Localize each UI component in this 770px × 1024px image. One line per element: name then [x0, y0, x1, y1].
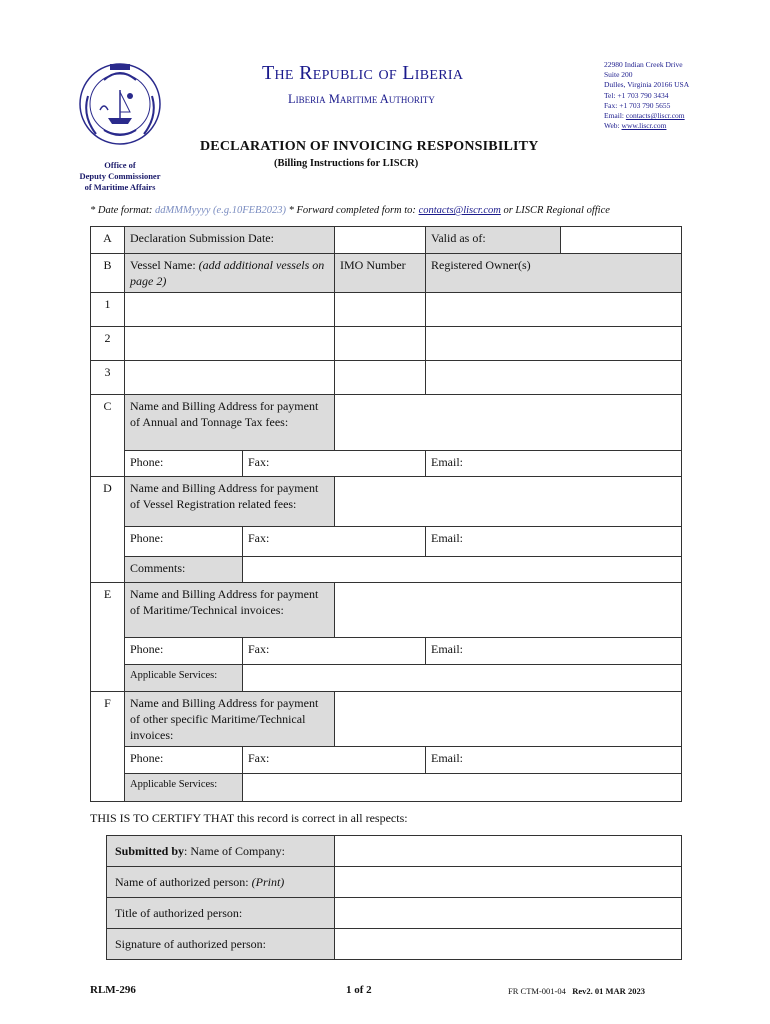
row-c-letter: C — [91, 395, 125, 477]
imo-number-header: IMO Number — [335, 254, 426, 293]
registration-billing-label: Name and Billing Address for payment of Vessel Registration related fees: — [125, 477, 335, 527]
web-link[interactable]: www.liscr.com — [621, 121, 667, 131]
registration-billing-input[interactable] — [335, 477, 682, 527]
tel-line: Tel: +1 703 790 3434 — [604, 90, 669, 100]
email-label[interactable]: Email: — [426, 638, 682, 665]
other-billing-input[interactable] — [335, 692, 682, 747]
note-email-link[interactable]: contacts@liscr.com — [418, 205, 501, 216]
email-line — [604, 111, 689, 121]
imo-number-input[interactable] — [335, 361, 426, 395]
row-b-letter: B — [91, 254, 125, 293]
phone-label[interactable]: Phone: — [125, 747, 243, 774]
email-link[interactable]: contacts@liscr.com — [625, 111, 685, 121]
title-label: Title of authorized person: — [107, 898, 335, 929]
vessel-name-input[interactable] — [125, 293, 335, 327]
contact-block — [604, 60, 689, 131]
declaration-grid — [90, 226, 682, 802]
note-mid: * Forward completed form to: — [285, 205, 419, 216]
comments-input[interactable] — [243, 557, 682, 583]
instructions-note — [90, 205, 610, 216]
document-heading: DECLARATION OF INVOICING RESPONSIBILITY — [200, 139, 539, 154]
row-d-letter: D — [91, 477, 125, 583]
valid-as-of-label: Valid as of: — [426, 227, 561, 254]
vessel-name-label: Vessel Name: — [130, 258, 199, 272]
vessel-name-note: (add additional vessels on page 2) — [130, 258, 325, 288]
email-label[interactable]: Email: — [426, 527, 682, 557]
person-label: Name of authorized person: — [115, 874, 252, 889]
applicable-services-input[interactable] — [243, 665, 682, 692]
phone-label[interactable]: Phone: — [125, 638, 243, 665]
ref-code: FR CTM-001-04 — [508, 986, 566, 996]
signature-label: Signature of authorized person: — [107, 929, 335, 960]
phone-label[interactable]: Phone: — [125, 527, 243, 557]
email-label: Email: — [604, 111, 624, 121]
address-line-1: 22980 Indian Creek Drive — [604, 60, 683, 69]
row-f-letter: F — [91, 692, 125, 802]
office-line-2: Deputy Commissioner — [79, 171, 161, 181]
row-e-letter: E — [91, 583, 125, 692]
registered-owner-input[interactable] — [426, 293, 682, 327]
authorized-person-input[interactable] — [335, 867, 682, 898]
vessel-row-number: 2 — [91, 327, 125, 361]
maritime-billing-input[interactable] — [335, 583, 682, 638]
republic-title: The Republic of Liberia — [262, 62, 464, 84]
note-date-format: ddMMMyyyy (e.g.10FEB2023) — [155, 205, 286, 216]
vessel-row-number: 1 — [91, 293, 125, 327]
email-label[interactable]: Email: — [426, 747, 682, 774]
note-prefix: * Date format: — [90, 205, 156, 216]
address-line-3: Dulles, Virginia 20166 USA — [604, 80, 690, 90]
authority-subtitle: Liberia Maritime Authority — [288, 92, 435, 106]
page-number: 1 of 2 — [346, 984, 372, 996]
revision-info — [508, 986, 645, 996]
other-billing-label: Name and Billing Address for payment of other specific Maritime/Technical invoices: — [125, 692, 335, 747]
office-line-3: of Maritime Affairs — [84, 182, 156, 192]
company-label: : Name of Company: — [184, 843, 286, 858]
company-name-label — [107, 836, 335, 867]
authorized-person-label — [107, 867, 335, 898]
vessel-row-number: 3 — [91, 361, 125, 395]
fax-label[interactable]: Fax: — [243, 638, 426, 665]
note-suffix: or LISCR Regional office — [500, 205, 610, 216]
registered-owner-header: Registered Owner(s) — [426, 254, 682, 293]
comments-label: Comments: — [125, 557, 243, 583]
imo-number-input[interactable] — [335, 293, 426, 327]
vessel-name-header — [125, 254, 335, 293]
signature-table — [106, 835, 682, 960]
submitted-by-label: Submitted by — [115, 843, 185, 858]
email-label[interactable]: Email: — [426, 451, 682, 477]
annual-tonnage-billing-input[interactable] — [335, 395, 682, 451]
maritime-billing-label: Name and Billing Address for payment of Maritime/Technical invoices: — [125, 583, 335, 638]
certification-statement: THIS IS TO CERTIFY THAT this record is correct in all respects: — [90, 811, 408, 825]
submission-date-input[interactable] — [335, 227, 426, 254]
vessel-name-input[interactable] — [125, 327, 335, 361]
fax-label[interactable]: Fax: — [243, 527, 426, 557]
row-a-letter-cell: A — [91, 227, 125, 254]
rev-date: Rev2. 01 MAR 2023 — [572, 986, 645, 996]
fax-line: Fax: +1 703 790 5655 — [604, 100, 671, 110]
liberia-seal-logo — [74, 56, 166, 152]
signature-input[interactable] — [335, 929, 682, 960]
applicable-services-label: Applicable Services: — [125, 665, 243, 692]
fax-label[interactable]: Fax: — [243, 451, 426, 477]
form-code: RLM-296 — [90, 984, 136, 996]
valid-as-of-input[interactable] — [561, 227, 682, 254]
office-label — [70, 160, 170, 193]
person-note: (Print) — [251, 874, 285, 889]
fax-label[interactable]: Fax: — [243, 747, 426, 774]
registered-owner-input[interactable] — [426, 361, 682, 395]
title-input[interactable] — [335, 898, 682, 929]
applicable-services-input[interactable] — [243, 774, 682, 802]
submission-date-label-cell: Declaration Submission Date: — [125, 227, 335, 254]
web-line — [604, 121, 689, 131]
registered-owner-input[interactable] — [426, 327, 682, 361]
document-subheading: (Billing Instructions for LISCR) — [274, 158, 419, 169]
office-line-1: Office of — [104, 160, 136, 170]
address-line-2: Suite 200 — [604, 70, 633, 80]
applicable-services-label: Applicable Services: — [125, 774, 243, 802]
company-name-input[interactable] — [335, 836, 682, 867]
phone-label[interactable]: Phone: — [125, 451, 243, 477]
vessel-name-input[interactable] — [125, 361, 335, 395]
annual-tonnage-billing-label: Name and Billing Address for payment of Annual and Tonnage Tax fees: — [125, 395, 335, 451]
web-label: Web: — [604, 121, 620, 131]
imo-number-input[interactable] — [335, 327, 426, 361]
